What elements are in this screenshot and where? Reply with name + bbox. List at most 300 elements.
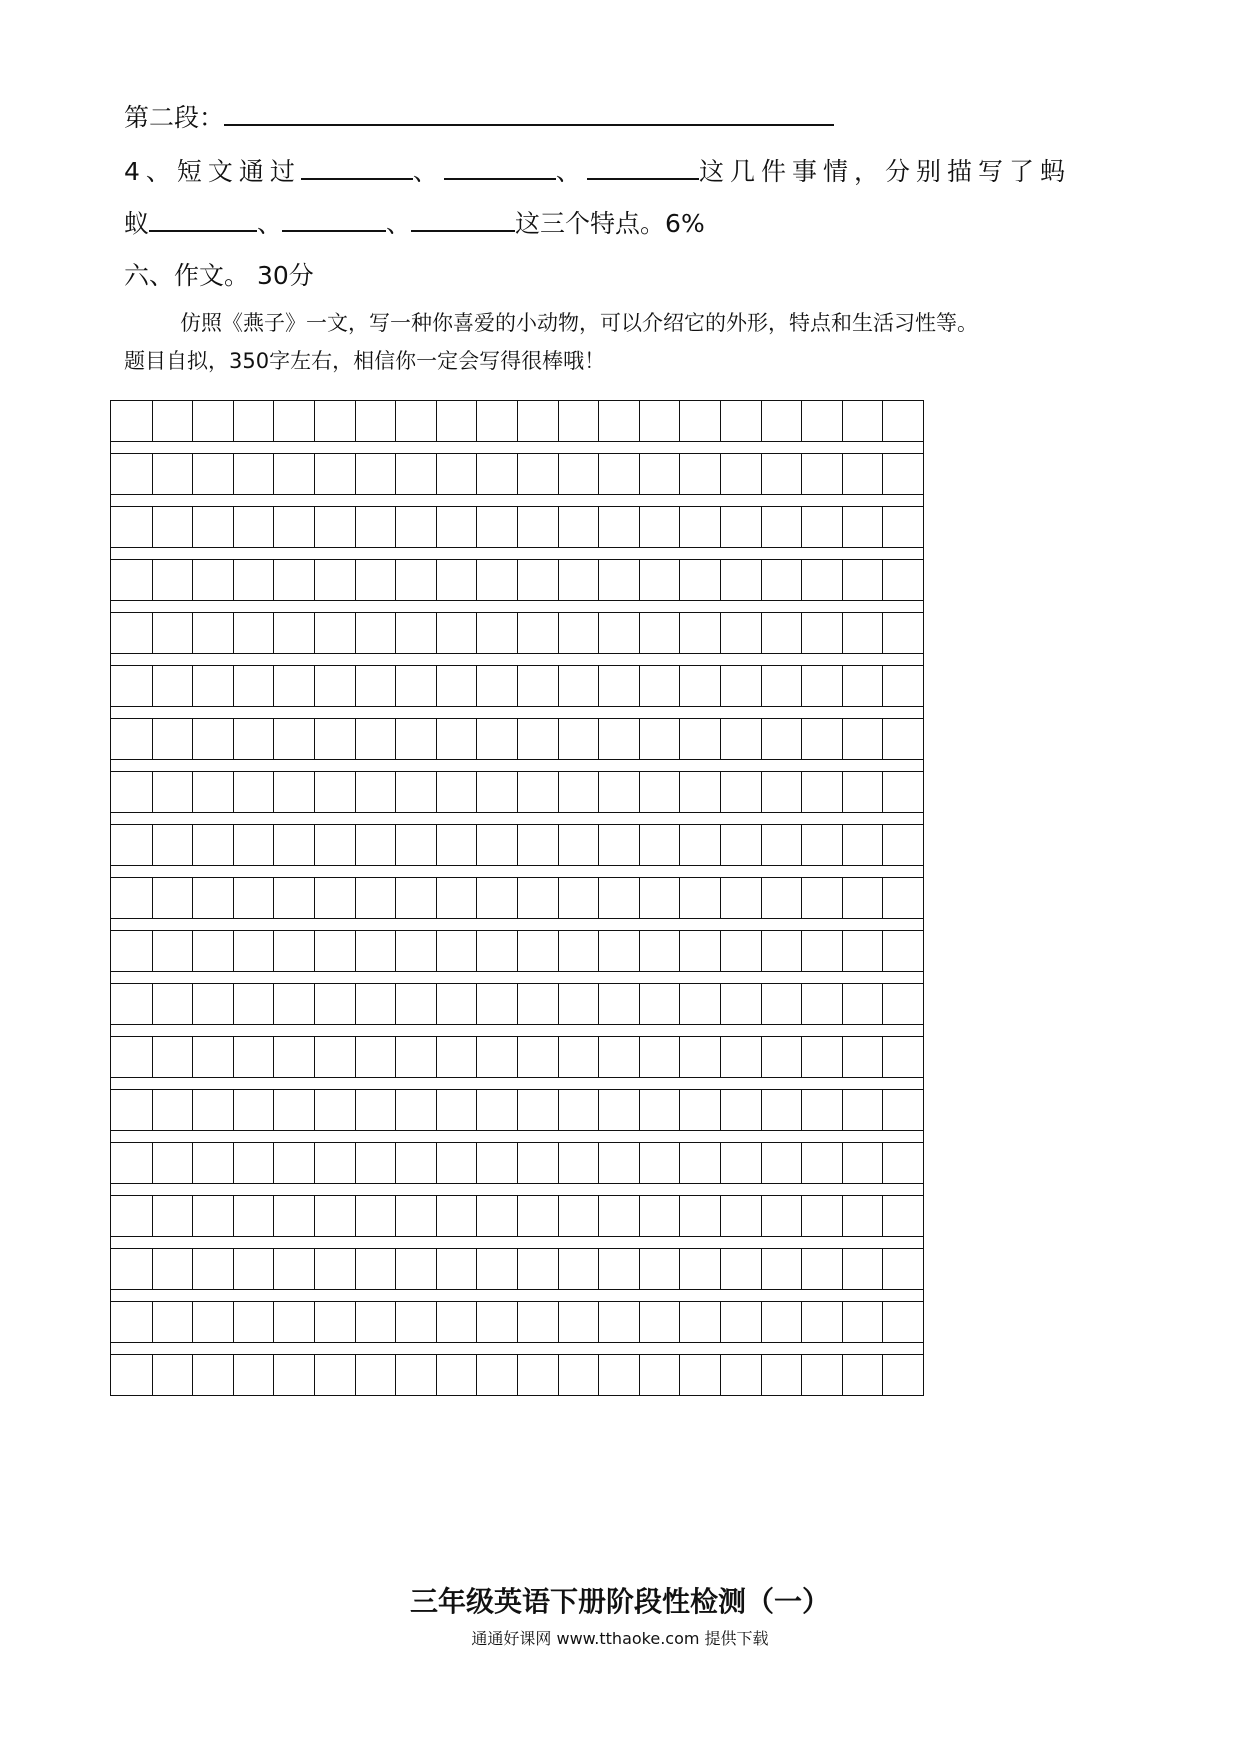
grid-cell[interactable] (111, 984, 152, 1024)
grid-cell[interactable] (679, 1037, 720, 1077)
grid-cell[interactable] (273, 1143, 314, 1183)
grid-cell[interactable] (842, 825, 883, 865)
grid-cell[interactable] (882, 1302, 923, 1342)
grid-cell[interactable] (476, 1196, 517, 1236)
grid-cell[interactable] (842, 1196, 883, 1236)
grid-cell[interactable] (233, 1143, 274, 1183)
grid-cell[interactable] (476, 613, 517, 653)
grid-cell[interactable] (395, 1355, 436, 1395)
grid-cell[interactable] (598, 454, 639, 494)
grid-cell[interactable] (233, 454, 274, 494)
grid-cell[interactable] (842, 401, 883, 441)
grid-cell[interactable] (882, 772, 923, 812)
grid-cell[interactable] (639, 560, 680, 600)
grid-cell[interactable] (355, 1302, 396, 1342)
grid-cell[interactable] (801, 772, 842, 812)
grid-cell[interactable] (192, 613, 233, 653)
grid-cell[interactable] (517, 1037, 558, 1077)
grid-cell[interactable] (395, 401, 436, 441)
grid-cell[interactable] (842, 454, 883, 494)
grid-cell[interactable] (842, 878, 883, 918)
grid-cell[interactable] (314, 613, 355, 653)
grid-cell[interactable] (314, 719, 355, 759)
grid-cell[interactable] (558, 984, 599, 1024)
grid-cell[interactable] (111, 560, 152, 600)
grid-cell[interactable] (720, 772, 761, 812)
grid-cell[interactable] (476, 931, 517, 971)
grid-cell[interactable] (558, 666, 599, 706)
grid-cell[interactable] (152, 613, 193, 653)
grid-cell[interactable] (355, 719, 396, 759)
grid-cell[interactable] (761, 613, 802, 653)
grid-cell[interactable] (679, 454, 720, 494)
grid-cell[interactable] (152, 931, 193, 971)
grid-cell[interactable] (233, 931, 274, 971)
grid-cell[interactable] (192, 1037, 233, 1077)
grid-cell[interactable] (273, 507, 314, 547)
grid-cell[interactable] (476, 772, 517, 812)
grid-cell[interactable] (598, 401, 639, 441)
grid-cell[interactable] (233, 878, 274, 918)
grid-cell[interactable] (679, 666, 720, 706)
grid-cell[interactable] (598, 719, 639, 759)
grid-cell[interactable] (720, 1249, 761, 1289)
grid-cell[interactable] (111, 1143, 152, 1183)
grid-cell[interactable] (111, 666, 152, 706)
grid-cell[interactable] (882, 507, 923, 547)
grid-cell[interactable] (598, 1196, 639, 1236)
grid-cell[interactable] (598, 1143, 639, 1183)
grid-cell[interactable] (882, 1143, 923, 1183)
grid-cell[interactable] (152, 1249, 193, 1289)
grid-cell[interactable] (436, 1143, 477, 1183)
grid-cell[interactable] (679, 1355, 720, 1395)
grid-cell[interactable] (639, 613, 680, 653)
grid-cell[interactable] (842, 1249, 883, 1289)
grid-cell[interactable] (720, 719, 761, 759)
grid-cell[interactable] (882, 560, 923, 600)
grid-cell[interactable] (476, 1249, 517, 1289)
grid-cell[interactable] (476, 878, 517, 918)
grid-cell[interactable] (517, 401, 558, 441)
grid-cell[interactable] (882, 401, 923, 441)
grid-cell[interactable] (801, 507, 842, 547)
grid-cell[interactable] (761, 1302, 802, 1342)
grid-cell[interactable] (801, 401, 842, 441)
grid-cell[interactable] (152, 1302, 193, 1342)
grid-cell[interactable] (111, 931, 152, 971)
grid-cell[interactable] (598, 1090, 639, 1130)
grid-cell[interactable] (517, 878, 558, 918)
trait-blank-1[interactable] (149, 204, 257, 232)
grid-cell[interactable] (801, 878, 842, 918)
grid-cell[interactable] (395, 1249, 436, 1289)
grid-cell[interactable] (355, 825, 396, 865)
grid-cell[interactable] (233, 984, 274, 1024)
grid-cell[interactable] (355, 1037, 396, 1077)
grid-cell[interactable] (314, 825, 355, 865)
grid-cell[interactable] (801, 825, 842, 865)
grid-cell[interactable] (598, 772, 639, 812)
grid-cell[interactable] (639, 878, 680, 918)
grid-cell[interactable] (639, 1143, 680, 1183)
grid-cell[interactable] (558, 454, 599, 494)
grid-cell[interactable] (639, 401, 680, 441)
grid-cell[interactable] (558, 878, 599, 918)
grid-cell[interactable] (273, 984, 314, 1024)
grid-cell[interactable] (720, 1090, 761, 1130)
grid-cell[interactable] (720, 1355, 761, 1395)
grid-cell[interactable] (639, 666, 680, 706)
grid-cell[interactable] (395, 984, 436, 1024)
grid-cell[interactable] (233, 613, 274, 653)
grid-cell[interactable] (395, 1037, 436, 1077)
grid-cell[interactable] (558, 719, 599, 759)
grid-cell[interactable] (639, 772, 680, 812)
grid-cell[interactable] (598, 1249, 639, 1289)
grid-cell[interactable] (395, 560, 436, 600)
grid-cell[interactable] (761, 719, 802, 759)
grid-cell[interactable] (558, 1355, 599, 1395)
grid-cell[interactable] (273, 931, 314, 971)
grid-cell[interactable] (801, 1355, 842, 1395)
grid-cell[interactable] (314, 454, 355, 494)
grid-cell[interactable] (152, 454, 193, 494)
grid-cell[interactable] (314, 1143, 355, 1183)
grid-cell[interactable] (720, 1143, 761, 1183)
grid-cell[interactable] (355, 613, 396, 653)
grid-cell[interactable] (111, 719, 152, 759)
grid-cell[interactable] (355, 401, 396, 441)
grid-cell[interactable] (273, 401, 314, 441)
section-two-answer-blank[interactable] (224, 98, 834, 126)
grid-cell[interactable] (436, 772, 477, 812)
grid-cell[interactable] (314, 1302, 355, 1342)
grid-cell[interactable] (314, 1249, 355, 1289)
grid-cell[interactable] (192, 1355, 233, 1395)
event-blank-2[interactable] (444, 152, 556, 180)
grid-cell[interactable] (476, 666, 517, 706)
grid-cell[interactable] (517, 666, 558, 706)
grid-cell[interactable] (436, 454, 477, 494)
grid-cell[interactable] (720, 507, 761, 547)
grid-cell[interactable] (314, 1196, 355, 1236)
grid-cell[interactable] (314, 560, 355, 600)
grid-cell[interactable] (314, 772, 355, 812)
grid-cell[interactable] (598, 1355, 639, 1395)
grid-cell[interactable] (801, 1037, 842, 1077)
grid-cell[interactable] (598, 931, 639, 971)
grid-cell[interactable] (314, 878, 355, 918)
grid-cell[interactable] (558, 1037, 599, 1077)
grid-cell[interactable] (801, 1249, 842, 1289)
grid-cell[interactable] (761, 1355, 802, 1395)
grid-cell[interactable] (517, 454, 558, 494)
grid-cell[interactable] (192, 401, 233, 441)
grid-cell[interactable] (111, 454, 152, 494)
grid-cell[interactable] (558, 560, 599, 600)
grid-cell[interactable] (679, 507, 720, 547)
grid-cell[interactable] (152, 825, 193, 865)
grid-cell[interactable] (233, 666, 274, 706)
grid-cell[interactable] (679, 984, 720, 1024)
grid-cell[interactable] (598, 1302, 639, 1342)
grid-cell[interactable] (152, 401, 193, 441)
grid-cell[interactable] (436, 666, 477, 706)
grid-cell[interactable] (720, 401, 761, 441)
grid-cell[interactable] (233, 825, 274, 865)
grid-cell[interactable] (436, 984, 477, 1024)
grid-cell[interactable] (192, 719, 233, 759)
grid-cell[interactable] (395, 931, 436, 971)
grid-cell[interactable] (720, 931, 761, 971)
grid-cell[interactable] (476, 1090, 517, 1130)
grid-cell[interactable] (395, 878, 436, 918)
grid-cell[interactable] (192, 878, 233, 918)
grid-cell[interactable] (395, 772, 436, 812)
grid-cell[interactable] (436, 1249, 477, 1289)
grid-cell[interactable] (517, 1302, 558, 1342)
grid-cell[interactable] (679, 560, 720, 600)
grid-cell[interactable] (273, 1090, 314, 1130)
grid-cell[interactable] (720, 666, 761, 706)
grid-cell[interactable] (598, 666, 639, 706)
grid-cell[interactable] (192, 931, 233, 971)
grid-cell[interactable] (801, 560, 842, 600)
grid-cell[interactable] (761, 878, 802, 918)
grid-cell[interactable] (192, 666, 233, 706)
grid-cell[interactable] (761, 1037, 802, 1077)
grid-cell[interactable] (558, 1196, 599, 1236)
grid-cell[interactable] (233, 772, 274, 812)
grid-cell[interactable] (882, 825, 923, 865)
grid-cell[interactable] (882, 878, 923, 918)
grid-cell[interactable] (558, 1249, 599, 1289)
grid-cell[interactable] (273, 666, 314, 706)
grid-cell[interactable] (517, 984, 558, 1024)
grid-cell[interactable] (558, 1143, 599, 1183)
grid-cell[interactable] (395, 454, 436, 494)
grid-cell[interactable] (558, 1090, 599, 1130)
grid-cell[interactable] (273, 878, 314, 918)
grid-cell[interactable] (395, 1143, 436, 1183)
grid-cell[interactable] (882, 719, 923, 759)
grid-cell[interactable] (152, 560, 193, 600)
grid-cell[interactable] (436, 401, 477, 441)
grid-cell[interactable] (639, 1355, 680, 1395)
grid-cell[interactable] (679, 1249, 720, 1289)
grid-cell[interactable] (598, 613, 639, 653)
grid-cell[interactable] (476, 825, 517, 865)
grid-cell[interactable] (314, 666, 355, 706)
grid-cell[interactable] (192, 984, 233, 1024)
grid-cell[interactable] (476, 1302, 517, 1342)
grid-cell[interactable] (436, 1355, 477, 1395)
grid-cell[interactable] (882, 1249, 923, 1289)
grid-cell[interactable] (436, 1302, 477, 1342)
grid-cell[interactable] (882, 1037, 923, 1077)
grid-cell[interactable] (882, 1355, 923, 1395)
grid-cell[interactable] (436, 613, 477, 653)
grid-cell[interactable] (273, 454, 314, 494)
grid-cell[interactable] (152, 1037, 193, 1077)
grid-cell[interactable] (476, 401, 517, 441)
grid-cell[interactable] (476, 507, 517, 547)
grid-cell[interactable] (233, 1355, 274, 1395)
grid-cell[interactable] (395, 719, 436, 759)
grid-cell[interactable] (395, 1302, 436, 1342)
grid-cell[interactable] (314, 1355, 355, 1395)
grid-cell[interactable] (192, 1249, 233, 1289)
grid-cell[interactable] (436, 931, 477, 971)
grid-cell[interactable] (558, 931, 599, 971)
grid-cell[interactable] (801, 984, 842, 1024)
grid-cell[interactable] (436, 507, 477, 547)
event-blank-3[interactable] (587, 152, 699, 180)
grid-cell[interactable] (273, 1249, 314, 1289)
grid-cell[interactable] (679, 1143, 720, 1183)
event-blank-1[interactable] (301, 152, 413, 180)
grid-cell[interactable] (679, 1302, 720, 1342)
grid-cell[interactable] (111, 825, 152, 865)
grid-cell[interactable] (152, 507, 193, 547)
grid-cell[interactable] (720, 613, 761, 653)
grid-cell[interactable] (111, 1355, 152, 1395)
grid-cell[interactable] (192, 454, 233, 494)
grid-cell[interactable] (761, 1196, 802, 1236)
grid-cell[interactable] (314, 931, 355, 971)
grid-cell[interactable] (720, 984, 761, 1024)
grid-cell[interactable] (192, 1196, 233, 1236)
grid-cell[interactable] (842, 560, 883, 600)
grid-cell[interactable] (558, 825, 599, 865)
grid-cell[interactable] (517, 560, 558, 600)
grid-cell[interactable] (517, 1143, 558, 1183)
grid-cell[interactable] (395, 613, 436, 653)
grid-cell[interactable] (801, 454, 842, 494)
grid-cell[interactable] (476, 719, 517, 759)
grid-cell[interactable] (152, 666, 193, 706)
grid-cell[interactable] (801, 1302, 842, 1342)
grid-cell[interactable] (436, 1196, 477, 1236)
grid-cell[interactable] (720, 878, 761, 918)
grid-cell[interactable] (517, 1249, 558, 1289)
grid-cell[interactable] (639, 1037, 680, 1077)
grid-cell[interactable] (882, 454, 923, 494)
grid-cell[interactable] (233, 507, 274, 547)
grid-cell[interactable] (517, 931, 558, 971)
grid-cell[interactable] (882, 931, 923, 971)
grid-cell[interactable] (192, 507, 233, 547)
grid-cell[interactable] (517, 1355, 558, 1395)
grid-cell[interactable] (314, 1037, 355, 1077)
grid-cell[interactable] (720, 825, 761, 865)
grid-cell[interactable] (192, 825, 233, 865)
grid-cell[interactable] (436, 560, 477, 600)
grid-cell[interactable] (720, 1302, 761, 1342)
grid-cell[interactable] (842, 772, 883, 812)
grid-cell[interactable] (679, 772, 720, 812)
grid-cell[interactable] (639, 1196, 680, 1236)
grid-cell[interactable] (314, 507, 355, 547)
grid-cell[interactable] (882, 1090, 923, 1130)
grid-cell[interactable] (152, 984, 193, 1024)
grid-cell[interactable] (233, 1196, 274, 1236)
grid-cell[interactable] (761, 1143, 802, 1183)
grid-cell[interactable] (436, 825, 477, 865)
grid-cell[interactable] (761, 507, 802, 547)
grid-cell[interactable] (842, 1090, 883, 1130)
grid-cell[interactable] (639, 1249, 680, 1289)
grid-cell[interactable] (192, 1302, 233, 1342)
grid-cell[interactable] (273, 772, 314, 812)
grid-cell[interactable] (111, 507, 152, 547)
grid-cell[interactable] (761, 401, 802, 441)
grid-cell[interactable] (801, 719, 842, 759)
grid-cell[interactable] (152, 878, 193, 918)
grid-cell[interactable] (152, 1355, 193, 1395)
grid-cell[interactable] (761, 1249, 802, 1289)
grid-cell[interactable] (558, 401, 599, 441)
grid-cell[interactable] (679, 613, 720, 653)
grid-cell[interactable] (233, 1037, 274, 1077)
grid-cell[interactable] (476, 1037, 517, 1077)
grid-cell[interactable] (761, 825, 802, 865)
grid-cell[interactable] (801, 931, 842, 971)
grid-cell[interactable] (801, 1090, 842, 1130)
grid-cell[interactable] (761, 1090, 802, 1130)
grid-cell[interactable] (476, 1355, 517, 1395)
grid-cell[interactable] (761, 772, 802, 812)
grid-cell[interactable] (273, 613, 314, 653)
grid-cell[interactable] (355, 772, 396, 812)
grid-cell[interactable] (111, 772, 152, 812)
grid-cell[interactable] (761, 984, 802, 1024)
grid-cell[interactable] (192, 772, 233, 812)
grid-cell[interactable] (152, 1090, 193, 1130)
grid-cell[interactable] (233, 719, 274, 759)
grid-cell[interactable] (273, 1196, 314, 1236)
grid-cell[interactable] (192, 1143, 233, 1183)
grid-cell[interactable] (111, 878, 152, 918)
grid-cell[interactable] (273, 719, 314, 759)
grid-cell[interactable] (314, 401, 355, 441)
grid-cell[interactable] (355, 878, 396, 918)
grid-cell[interactable] (273, 1037, 314, 1077)
grid-cell[interactable] (761, 454, 802, 494)
grid-cell[interactable] (395, 1196, 436, 1236)
grid-cell[interactable] (476, 984, 517, 1024)
grid-cell[interactable] (152, 719, 193, 759)
grid-cell[interactable] (355, 984, 396, 1024)
grid-cell[interactable] (761, 931, 802, 971)
grid-cell[interactable] (476, 560, 517, 600)
grid-cell[interactable] (882, 613, 923, 653)
grid-cell[interactable] (842, 1302, 883, 1342)
grid-cell[interactable] (395, 507, 436, 547)
grid-cell[interactable] (598, 507, 639, 547)
grid-cell[interactable] (679, 931, 720, 971)
grid-cell[interactable] (395, 1090, 436, 1130)
grid-cell[interactable] (679, 719, 720, 759)
grid-cell[interactable] (679, 401, 720, 441)
grid-cell[interactable] (233, 401, 274, 441)
grid-cell[interactable] (355, 931, 396, 971)
grid-cell[interactable] (233, 1302, 274, 1342)
grid-cell[interactable] (598, 984, 639, 1024)
grid-cell[interactable] (558, 772, 599, 812)
grid-cell[interactable] (598, 560, 639, 600)
